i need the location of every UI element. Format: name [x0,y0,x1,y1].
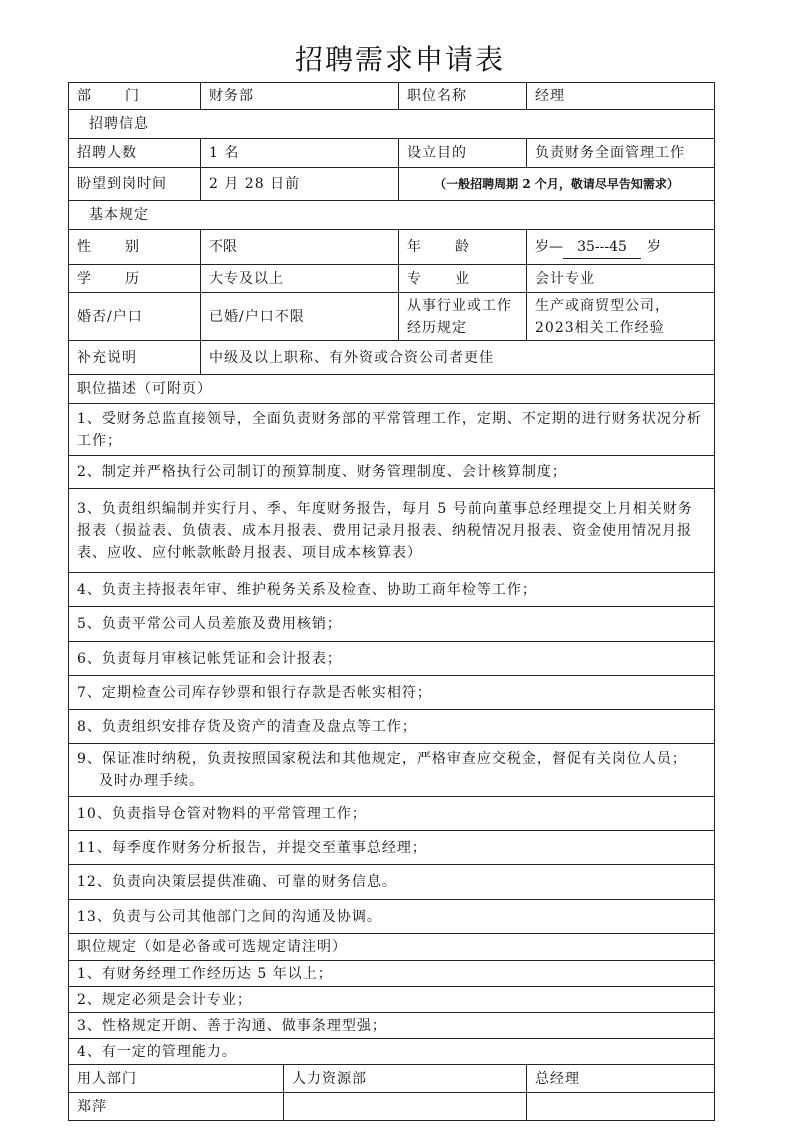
requirement-item: 4、有一定的管理能力。 [69,1039,715,1065]
education-value: 大专及以上 [201,265,399,293]
duty-item: 7、定期检查公司库存钞票和银行存款是否帐实相符； [69,676,715,710]
duty-row [69,831,715,865]
dept-value: 财务部 [201,83,399,110]
duty-item: 10、负责指导仓管对物料的平常管理工作； [69,797,715,831]
supplement-row [69,341,715,375]
requirement-row [69,1013,715,1039]
sign-hr-value [284,1093,527,1121]
age-prefix: 岁— [535,238,563,255]
marital-row [69,293,715,341]
marital-value: 已婚/户口不限 [201,293,399,341]
section-basic-heading: 基本规定 [69,201,715,230]
requirements-header: 职位规定（如是必备或可选规定请注明） [69,934,715,961]
headcount-value: 1 名 [201,139,399,168]
supplement-value: 中级及以上职称、有外资或合资公司者更佳 [201,341,715,375]
duty-row [69,900,715,934]
age-label: 年 龄 [399,230,527,265]
requirements-header-row [69,934,715,961]
duty-item-line: 及时办理手续。 [99,773,204,789]
duty-item: 2、制定并严格执行公司制订的预算制度、财务管理制度、会计核算制度； [69,456,715,489]
duty-row [69,710,715,744]
duty-row [69,404,715,456]
purpose-label: 设立目的 [399,139,527,168]
period-note: （一般招聘周期 2 个月，敬请尽早告知需求） [399,168,715,201]
major-label: 专 业 [399,265,527,293]
duties-header: 职位描述（可附页） [69,375,715,404]
headcount-label: 招聘人数 [69,139,201,168]
major-value: 会计专业 [527,265,715,293]
section-recruit-row [69,110,715,139]
duty-item: 13、负责与公司其他部门之间的沟通及协调。 [69,900,715,934]
sign-hr-label: 人力资源部 [284,1065,527,1093]
gender-value: 不限 [201,230,399,265]
duty-row [69,573,715,607]
section-basic-row [69,201,715,230]
requirement-item: 1、有财务经理工作经历达 5 年以上； [69,961,715,987]
sign-user-name: 郑萍 [69,1093,284,1121]
education-row [69,265,715,293]
duty-row [69,607,715,642]
sign-user-dept-label: 用人部门 [69,1065,284,1093]
dept-row [69,83,715,110]
requirement-item: 2、规定必须是会计专业； [69,987,715,1013]
duty-row [69,642,715,676]
requirement-row [69,961,715,987]
age-value [527,230,715,265]
arrival-label: 盼望到岗时间 [69,168,201,201]
position-label: 职位名称 [399,83,527,110]
duty-row [69,456,715,489]
duty-item: 1、受财务总监直接领导，全面负责财务部的平常管理工作，定期、不定期的进行财务状况分析工作； [69,404,715,456]
duty-row [69,489,715,573]
industry-label: 从事行业或工作经历规定 [399,293,527,341]
supplement-label: 补充说明 [69,341,201,375]
requirement-row [69,987,715,1013]
recruitment-form [68,82,715,1121]
sign-gm-value [527,1093,715,1121]
gender-label: 性 别 [69,230,201,265]
duties-header-row [69,375,715,404]
page-title: 招聘需求申请表 [294,43,505,76]
duty-item: 5、负责平常公司人员差旅及费用核销； [69,607,715,642]
purpose-value: 负责财务全面管理工作 [527,139,715,168]
arrival-value: 2 月 28 日前 [201,168,399,201]
requirement-row [69,1039,715,1065]
signature-value-row [69,1093,715,1121]
duty-row [69,744,715,797]
duty-item-line: 9、保证准时纳税，负责按照国家税法和其他规定，严格审查应交税金，督促有关岗位人员； [77,751,687,767]
requirement-item: 3、性格规定开朗、善于沟通、做事条理型强； [69,1013,715,1039]
duty-item: 8、负责组织安排存货及资产的清查及盘点等工作； [69,710,715,744]
sign-gm-label: 总经理 [527,1065,715,1093]
duty-item: 11、每季度作财务分析报告，并提交至董事总经理； [69,831,715,865]
duty-item [69,744,715,797]
duty-item: 6、负责每月审核记帐凭证和会计报表； [69,642,715,676]
duty-item: 12、负责向决策层提供准确、可靠的财务信息。 [69,865,715,900]
duty-item: 4、负责主持报表年审、维护税务关系及检查、协助工商年检等工作； [69,573,715,607]
education-label: 学 历 [69,265,201,293]
duty-row [69,676,715,710]
industry-value: 生产或商贸型公司，2023相关工作经验 [527,293,715,341]
position-value: 经理 [527,83,715,110]
gender-age-row [69,230,715,265]
duty-row [69,797,715,831]
duty-row [69,865,715,900]
duty-item: 3、负责组织编制并实行月、季、年度财务报告，每月 5 号前向董事总经理提交上月相关财务报表（损益表、负债表、成本月报表、费用记录月报表、纳税情况月报表、资金使用情况月报表、应收、应付帐款帐龄月报表、项目成本核算表） [69,489,715,573]
dept-label: 部 门 [69,83,201,110]
section-recruit-heading: 招聘信息 [69,110,715,139]
arrival-row [69,168,715,201]
signature-header-row [69,1065,715,1093]
marital-label: 婚否/户口 [69,293,201,341]
age-range: 35---45 [563,236,641,259]
age-suffix: 岁 [647,238,661,255]
headcount-row [69,139,715,168]
